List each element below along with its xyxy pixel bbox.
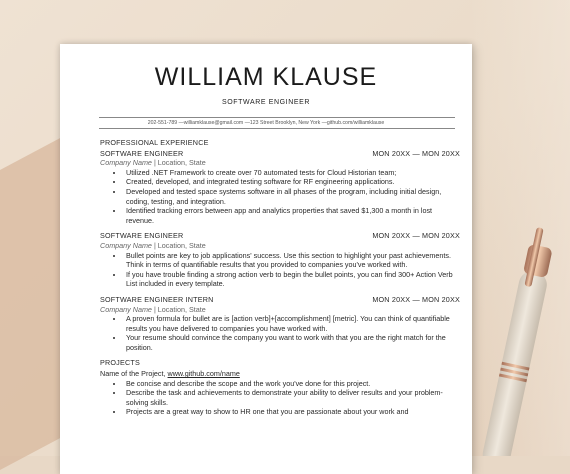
- background-highlight: [470, 0, 570, 456]
- job-bullets: [100, 314, 460, 352]
- bullet-item: • Projects are a great way to show to HR one that you are passionate about your work and: [124, 407, 460, 417]
- company-location: | Location, State: [153, 240, 206, 250]
- job-entry: [100, 295, 460, 353]
- bullet-item: • If you have trouble finding a strong action verb to begin the bullet points, you can find 300+ Action Verb List included in every template.: [124, 270, 460, 289]
- project-bullets: [100, 379, 460, 417]
- bullet-item: • Utilized .NET Framework to create over 70 automated tests for Cloud Historian team;: [124, 168, 460, 178]
- job-entry: [100, 231, 460, 289]
- company-location: | Location, State: [153, 158, 206, 168]
- bullet-item: • A proven formula for bullet are is [action verb]+[accomplishment] [metric]. You can think of quantifiable results you have delivered to companies you have worked with.: [124, 314, 460, 333]
- bullet-item: • Bullet points are key to job applications' success. Use this section to highlight your past achievements. Think in terms of quantifiable results that you provided to companies you've worked with.: [124, 251, 460, 270]
- company-name: Company Name: [100, 240, 152, 250]
- job-dates: MON 20XX — MON 20XX: [372, 148, 460, 158]
- job-bullets: [100, 168, 460, 226]
- contact-address: — 123 Street Brooklyn, New York: [243, 120, 320, 126]
- contact-email: — williamklause@gmail.com: [177, 120, 243, 126]
- job-company: [100, 158, 460, 168]
- project-name: [100, 369, 460, 379]
- bullet-item: • Describe the task and achievements to demonstrate your ability to deliver results and your problem-solving skills.: [124, 388, 460, 407]
- job-role: SOFTWARE ENGINEER: [100, 231, 184, 241]
- job-role: SOFTWARE ENGINEER INTERN: [100, 294, 214, 304]
- bullet-item: • Your resume should convince the company you want to work with that you are the right match for the position.: [124, 333, 460, 352]
- project-label: Name of the Project,: [100, 369, 166, 379]
- resume-title: SOFTWARE ENGINEER: [221, 99, 311, 106]
- job-dates: MON 20XX — MON 20XX: [372, 294, 460, 304]
- contact-line: [60, 120, 472, 126]
- contact-phone: 202-551-789: [147, 120, 178, 126]
- job-entry: [100, 149, 460, 226]
- job-bullets: [100, 251, 460, 289]
- bullet-item: • Created, developed, and integrated testing software for RF engineering applications.: [124, 177, 460, 187]
- company-name: Company Name: [100, 304, 152, 314]
- job-dates: MON 20XX — MON 20XX: [372, 231, 460, 241]
- resume-page: [60, 44, 472, 474]
- header-rule-bottom: [99, 128, 455, 129]
- job-company: [100, 305, 460, 315]
- section-heading-experience: PROFESSIONAL EXPERIENCE: [100, 138, 209, 147]
- contact-github: — github.com/williamklause: [320, 120, 384, 126]
- bullet-item: • Developed and tested space systems software in all phases of the program, including initial design, coding, testing, and integration.: [124, 187, 460, 206]
- company-location: | Location, State: [153, 304, 206, 314]
- job-role: SOFTWARE ENGINEER: [100, 148, 184, 158]
- company-name: Company Name: [100, 158, 152, 168]
- project-link[interactable]: www.github.com/name: [167, 369, 240, 379]
- job-company: [100, 241, 460, 251]
- bullet-item: • Identified tracking errors between app and analytics properties that saved $1,300 a month in lost revenue.: [124, 206, 460, 225]
- bullet-item: • Be concise and describe the scope and the work you've done for this project.: [124, 379, 460, 389]
- header-rule-top: [99, 117, 455, 118]
- resume-name: WILLIAM KLAUSE: [154, 63, 378, 91]
- section-heading-projects: PROJECTS: [100, 358, 140, 368]
- resume-body: [100, 138, 460, 417]
